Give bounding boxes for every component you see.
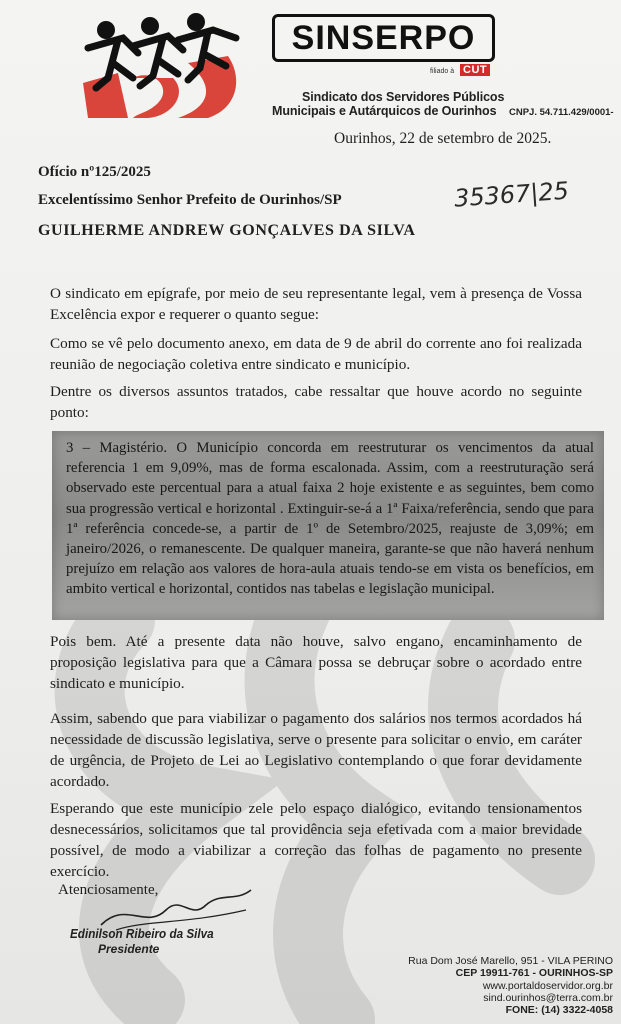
footer-contact	[408, 955, 613, 1016]
footer-website: www.portaldoservidor.org.br	[482, 979, 613, 992]
paragraph-6: Esperando que este município zele pelo espaço dialógico, evitando tensionamentos desnecessários, solicitamos que tal providência seja efetivada com a maior brevidade possível, de modo a viabilizar a correção das folhas de pagamento no presente exercício.	[50, 800, 582, 880]
protocol-stamp	[450, 172, 590, 216]
office-number: Ofício nº125/2025	[38, 164, 151, 180]
signer-name: Edinilson Ribeiro da Silva	[70, 926, 214, 941]
recipient-name: GUILHERME ANDREW GONÇALVES DA SILVA	[38, 222, 416, 239]
letter-date: Ourinhos, 22 de setembro de 2025.	[334, 130, 552, 147]
brand-name: SINSERPO	[272, 14, 495, 62]
cnpj: CNPJ. 54.711.429/0001-	[509, 107, 614, 118]
union-logo-icon	[78, 8, 243, 120]
paragraph-1: O sindicato em epígrafe, por meio de seu representante legal, vem à presença de Vossa Excelência expor e requerer o quanto segue:	[50, 285, 582, 323]
paragraph-4: Pois bem. Até a presente data não houve, salvo engano, encaminhamento de proposição legislativa para que a Câmara possa se debruçar sobre o acordado entre sindicato e município.	[50, 633, 582, 692]
org-name-line1: Sindicato dos Servidores Públicos	[302, 90, 505, 104]
signer-role: Presidente	[98, 942, 160, 956]
org-name-line2: Municipais e Autárquicos de Ourinhos	[272, 104, 497, 118]
closing: Atenciosamente,	[58, 882, 159, 898]
footer-phone: FONE: (14) 3322-4058	[505, 1004, 613, 1017]
affiliation-label: filiado à	[430, 68, 455, 75]
footer-cep: CEP 19911-761 - OURINHOS-SP	[455, 967, 613, 980]
paragraph-5: Assim, sabendo que para viabilizar o pagamento dos salários nos termos acordados há necessidade de discussão legislativa, serve o presente para solicitar o envio, em caráter de urgência, de Projeto de Lei ao Legislativo contemplando o que forar devidamente acordado.	[50, 710, 582, 790]
paragraph-3: Dentre os diversos assuntos tratados, cabe ressaltar que houve acordo no seguinte ponto:	[50, 383, 582, 421]
protocol-number: 35367|25	[453, 176, 570, 213]
footer-address: Rua Dom José Marello, 951 - VILA PERINO	[408, 955, 613, 967]
quoted-agreement: 3 – Magistério. O Município concorda em reestruturar os vencimentos da atual referencia 1 em 9,09%, mas de forma escalonada. Assim, com a reestruturação será observado este percentual para a atual faixa 2 hoje existente e as seguintes, bem como sua progressão vertical e horizontal . Extinguir-se-á a 1ª Faixa/referência, sendo que para 1ª referência concede-se, a partir de 1º de Setembro/2025, reajuste de 3,09%; em janeiro/2026, o remanescente. De qualquer maneira, garante-se que não haverá nenhum prejuízo em relação aos valores de hora-aula atuais tendo-se em vista os benefícios, em ambito vertical e horizontal, contidos nas tabelas e legislação municipal.	[66, 440, 594, 598]
footer-email: sind.ourinhos@terra.com.br	[483, 991, 613, 1004]
addressee: Excelentíssimo Senhor Prefeito de Ourinhos/SP	[38, 192, 342, 208]
paragraph-2: Como se vê pelo documento anexo, em data de 9 de abril do corrente ano foi realizada reunião de negociação coletiva entre sindicato e município.	[50, 335, 582, 373]
cut-logo: CUT	[460, 64, 490, 76]
